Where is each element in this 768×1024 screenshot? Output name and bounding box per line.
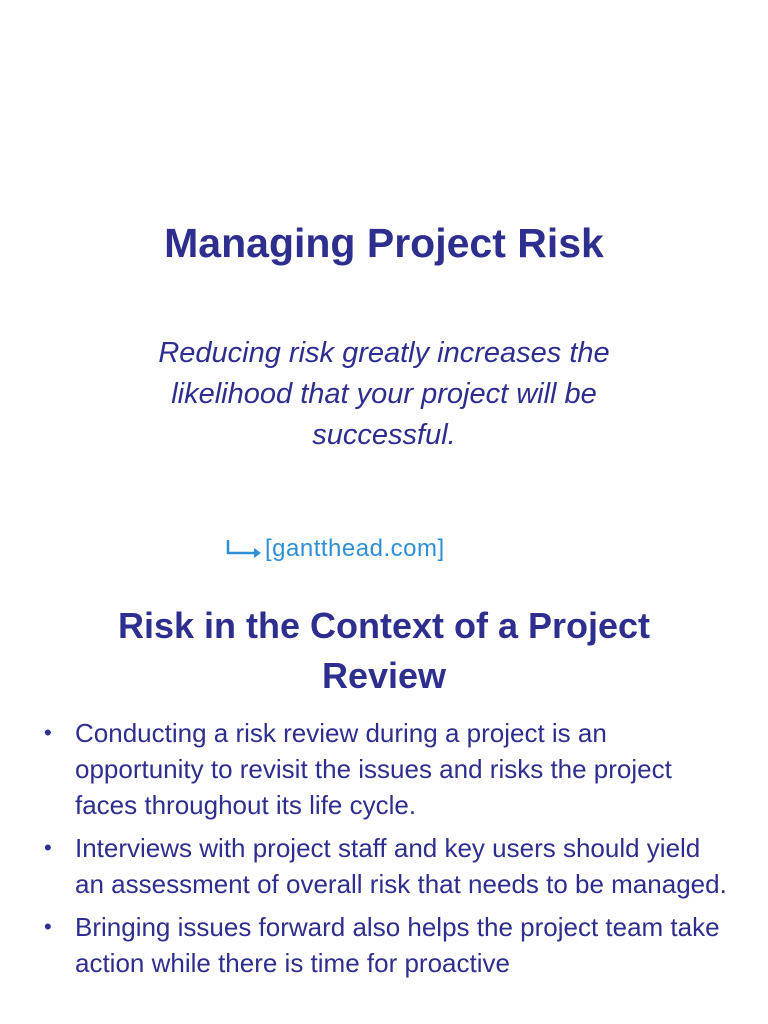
- bullet-text: Conducting a risk review during a project is an opportunity to revisit the issues and risks the project faces throughout its life cycle.: [75, 718, 672, 820]
- bullet-text: Bringing issues forward also helps the project team take action while there is time for proactive: [75, 912, 720, 978]
- bullet-icon: •: [44, 835, 52, 860]
- slide-title: Managing Project Risk: [164, 220, 604, 266]
- logo-text: [gantthead.com]: [265, 535, 445, 562]
- hooked-arrow-icon: [224, 536, 264, 562]
- bullet-text: Interviews with project staff and key users should yield an assessment of overall risk that needs to be managed.: [75, 833, 727, 899]
- bullet-icon: •: [44, 720, 52, 745]
- gantthead-logo: [224, 533, 445, 565]
- list-item: [0, 909, 768, 981]
- section-title: Risk in the Context of a Project Review: [117, 605, 651, 696]
- list-item: [0, 715, 768, 823]
- slide-subtitle: Reducing risk greatly increases the likelihood that your project will be successful.: [158, 337, 610, 451]
- bullet-icon: •: [44, 914, 52, 939]
- bullet-list: [0, 715, 768, 988]
- list-item: [0, 830, 768, 902]
